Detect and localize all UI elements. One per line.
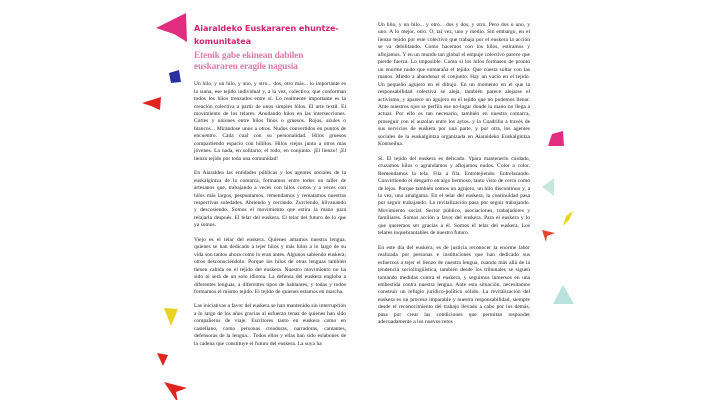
right-column (378, 22, 530, 327)
red-arrow-right-icon (541, 229, 556, 243)
yellow-triangle-bottom-left-icon (163, 307, 179, 327)
pink-quad-right-icon (547, 131, 565, 147)
mint-triangle-right-lower-icon (553, 285, 575, 305)
article-headline: Aiaraldeko Euskararen ehuntze-komunitatea (194, 23, 339, 47)
article-subhead: Etenik gabe ekinean dabilen euskararen eragile nagusia (194, 51, 304, 72)
paragraph: Las iniciativas a favor del euskera se han mantenido sin interrupción a lo largo de los años gracias al esfuerzo tenaz de quienes han sido compañeros de viaje. Escritores tanto en euskera como en castellano, como personas creadoras, narradoras, cantantes, defensoras de la lengua... Todos ellos y ellas han sido eslabones de la cadena que constituye el futuro del euskera. La suya ha (194, 303, 346, 347)
paragraph: Un hilo, y un hilo, y uno, y otro... dos, otro más... lo importante es la suma, ese tejido individual y, a la vez, colectivo, que conforman todos los hilos trenzados entre sí. Lo realmente importante es la creación colectiva a partir de unos simples hilos. El arte textil. El movimiento de los telares. Anudando hilos en las intersecciones. Cortes y uniones entre hilos finos o gruesos. Rojos, azules o blancos... Mirándose unos a otros. Nudos convertidos en puntos de encuentro. Cada cual con su personalidad. Hilos gruesos compartiendo espacio con hilillos. Hilos viejos junto a otros más jóvenes. La nada, en solitario; el todo, en conjunto. ¡El lienzo! ¡El lienzo tejido por toda una comunidad! (194, 81, 346, 162)
paragraph: En este día del euskera, es de justicia reconocer la enorme labor realizada por personas e instituciones que han dedicado sus esfuerzos a tejer el lienzo de nuestra lengua, cuando más allá de la tendencia sociolingüística, también desde los tribunales se siguen tomando medidas contra el euskera, y seguimos inmersos en una embestida contra nuestra lengua. Ante esta situación, necesitamos construir un refugio jurídico-político sólido. La revitalización del euskera es un proceso imparable y nuestra responsabilidad, siempre desde el reconocimiento del trabajo llevado a cabo por los demás, pasa por crear las condiciones que permitan responder adecuadamente a los nuevos retos (378, 244, 530, 326)
red-small-triangle-bottom-left-icon (157, 353, 169, 367)
paragraph: En Aiaraldea las entidades públicas y los agentes sociales de la euskalgintza de la comarca, formamos entre todos un taller de artesanos que, trabajando a veces con hilos cortos y a veces con hilos más largos, pespuntamos, remendamos y rematamos nuestras respectivas soledades. Abriendo y cerrando. Zurciendo, hilvanando y descosiendo. Somos el movimiento que estira la mano para relajarla después. El telar del euskera. El telar del futuro de lo que ya somos. (194, 170, 346, 229)
yellow-sliver-right-icon (562, 211, 574, 227)
mint-triangle-right-upper-icon (542, 178, 555, 197)
paragraph: Sí. El tejido del euskera es delicado. Ypara mantenerlo cuidado, cruzamos hilos o agrandamos y aflojamos nudos. Color a color. Remendamos la tela. Fila a fila. Entretejiendo. Entrelazando. Convirtiendo el desgarro en algo hermoso, tanto visto de cerca como de lejos. Porque también somos un agujero, un hilo discontinuo y, a la vez, una amalgama. En el telar del euskera, la continuidad pasa por seguir trabajando. La revitalización pasa por seguir trabajando. Movimiento social. Sector público, asociaciones, trabajadores y familiares. Somos acción a favor del euskera. Para el euskera y lo que queremos ser gracias a él. Somos el telar del euskera. Los telares inquebrantables de nuestro futuro. (378, 155, 530, 237)
red-arrow-bottom-left-icon (164, 382, 188, 400)
article-content (194, 22, 530, 400)
left-column (194, 22, 346, 348)
paragraph: Un hilo, y un hilo... y otro... dos y dos, y otro. Pero dos o uno, y uno. A lo mejor, otro. O, tal vez, uno y medio. Sin embargo, en el lienzo tejido por este colectivo que trabaja por el euskera la acción se va debilitando. Como hacemos con los hilos, estiramos y aflojamos. Y en un mundo tan global el empuje colectivo parece que pierde fuerza. Lo imposible. Como si los hilos formasen de pronto un enorme nudo que enmaraña el tejido. Que cuesta soltar con las manos. Miedo a abandonar el conjunto. Hay un vacío en el tejido. Un pequeño agujero en el dibujo. En un momento en el que la responsabilidad colectiva se aleja, también parece alejarse el activismo, y aparece un agujero en el tejido que no podemos llenar. Ante nuestros ojos se perfila ese no-lugar donde la mano no llega a actuar. Por ello es tan necesario, también en nuestra comarca, proseguir con el auzolan entre los aytos. y la Cuadrilla a través de sus servicios de euskera por una parte, y por otra, los agentes sociales de la euskalgintza organizada en Aiaraldeko Euskalgintza Kontseilua. (378, 22, 530, 148)
pink-arrow-top-left-icon (156, 12, 188, 42)
red-arrow-left-icon (142, 96, 162, 111)
paragraph: Viejo es el telar del euskera. Quienes amamos nuestra lengua, quienes se han dedicado a tejer hilos y más hilos a lo largo de su vida son tantos ahora como lo eran antes. Algunos sabiendo euskera; otros desconociéndolo. Porque los hilos de otras lenguas también tienen cabida en el tejido del euskera. Nuestro movimiento no ha sido ni será de un solo idioma. La defensa del euskera engloba a diferentes lenguas, a diferentes tipos de hablantes, y todas y todos formamos el mismo tejido. El tejido de quienes estamos en marcha. (194, 236, 346, 295)
blue-quad-left-icon (168, 70, 182, 84)
